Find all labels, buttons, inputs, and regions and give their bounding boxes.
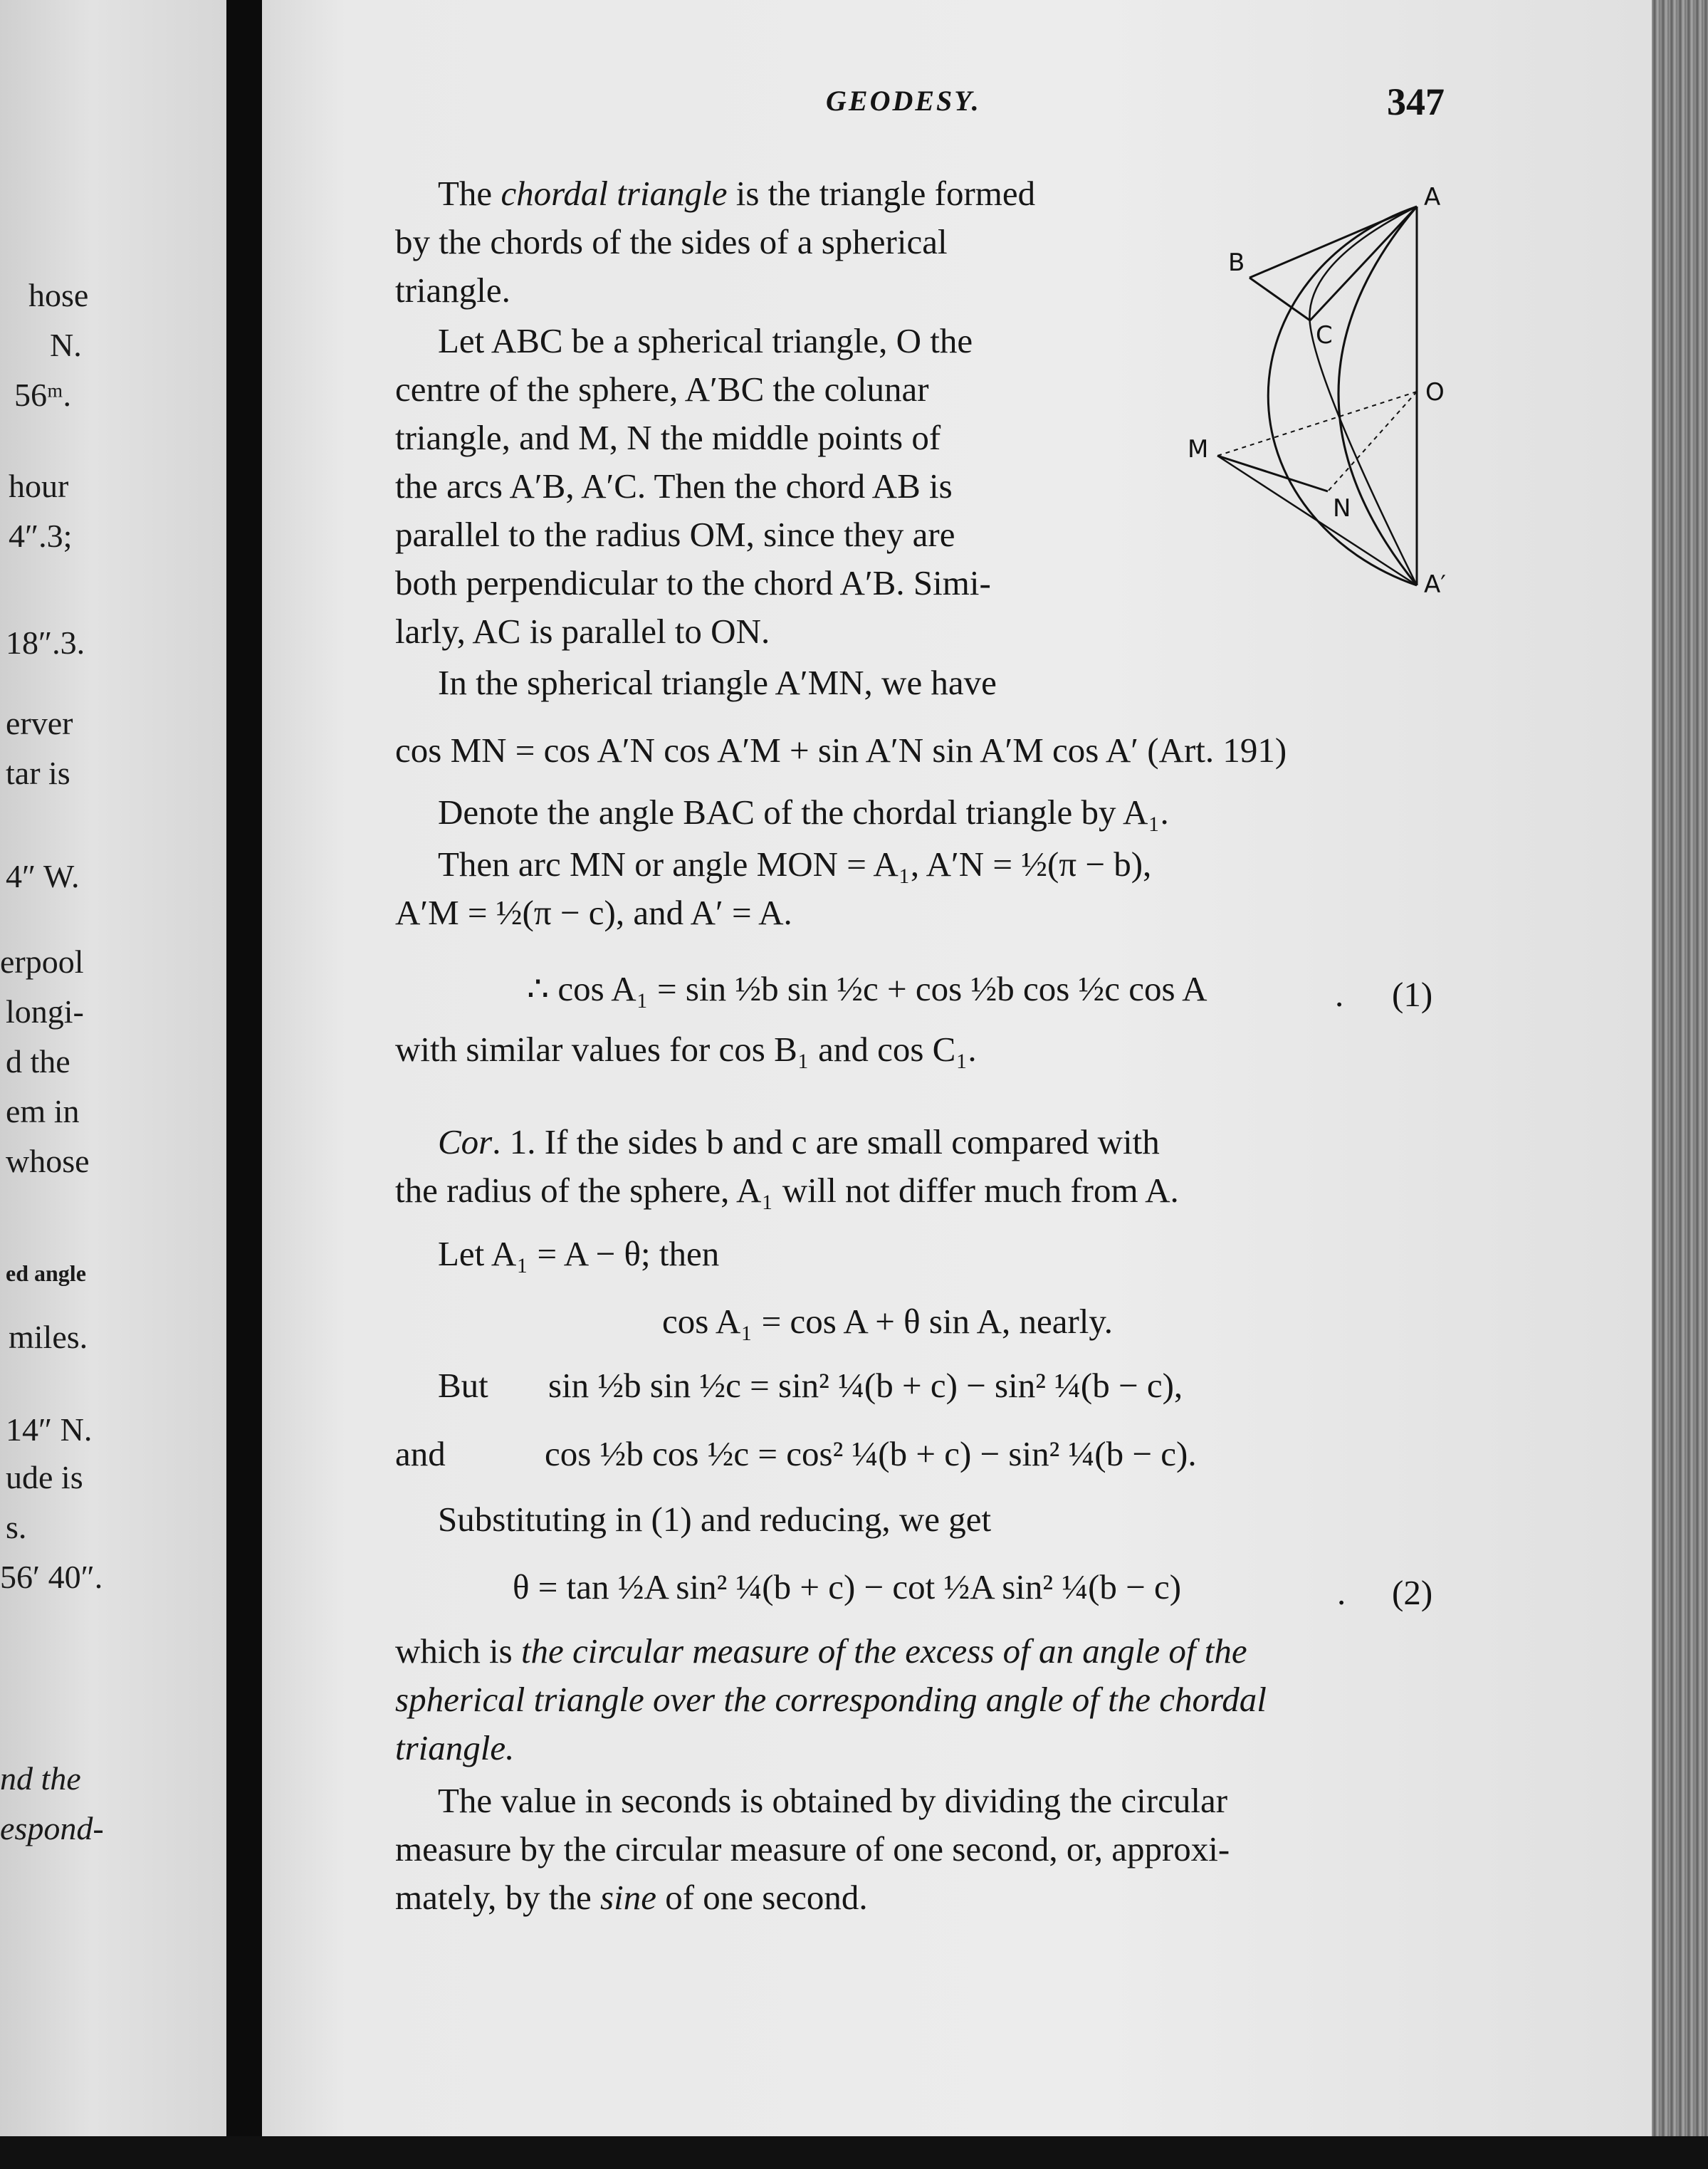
equation-1-dot: . [1335, 975, 1344, 1014]
equation-nearly: cos A₁ = cos A + θ sin A, nearly. [662, 1302, 1113, 1341]
page-number: 347 [1387, 80, 1445, 123]
paragraph-let-a1: Let A₁ = A − θ; then [438, 1234, 720, 1273]
left-fragment: erpool [0, 944, 84, 980]
label-a: A [1424, 183, 1441, 211]
paragraph-chordal-def: The chordal triangle is the triangle formed by the chords of the sides of a spherical triangle. [395, 174, 1036, 310]
paragraph-then-arc-cont: A′M = ½(π − c), and A′ = A. [395, 893, 792, 932]
left-fragment: hose [28, 277, 89, 313]
left-fragment: 56′ 40″. [0, 1559, 103, 1595]
equation-1-number: (1) [1392, 975, 1433, 1014]
radius-om [1217, 392, 1417, 456]
left-fragment: 4″ W. [6, 858, 80, 894]
equation-and: cos ½b cos ½c = cos² ¼(b + c) − sin² ¼(b − c). [545, 1434, 1197, 1473]
left-fragment: espond- [0, 1810, 104, 1846]
corollary-1: Cor. 1. If the sides b and c are small compared with the radius of the sphere, A₁ will not differ much from A. [395, 1122, 1179, 1210]
paragraph-let-abc: Let ABC be a spherical triangle, O the centre of the sphere, A′BC the colunar triangle, and M, N the middle points of the arcs A′B, A′C. Then the chord AB is parallel to the radius OM, since they are both perpendicular to the chord A′B. Simi- larly, AC is parallel to ON. [395, 321, 991, 651]
running-title: GEODESY. [826, 85, 981, 117]
outer-arc [1268, 207, 1417, 585]
scan-bottom-border [0, 2136, 1708, 2169]
label-but: But [438, 1366, 488, 1405]
left-fragment: s. [6, 1509, 27, 1545]
left-fragment: erver [6, 705, 73, 741]
paragraph-similar-values: with similar values for cos B₁ and cos C₁. [395, 1030, 977, 1069]
label-m: M [1188, 435, 1209, 464]
equation-2-dot: . [1337, 1573, 1346, 1612]
equation-2: θ = tan ½A sin² ¼(b + c) − cot ½A sin² ¼(b − c) [513, 1567, 1182, 1606]
chord-mn [1217, 456, 1328, 491]
book-gutter [226, 0, 262, 2169]
page-edge [1652, 0, 1708, 2169]
chord-ab [1249, 207, 1417, 278]
paragraph-which-is: which is the circular measure of the excess of an angle of the spherical triangle over the corresponding angle of the chordal triangle. [395, 1631, 1267, 1767]
label-n: N [1333, 494, 1351, 523]
left-fragment: 18″.3. [6, 624, 85, 661]
diagram-dashed [1217, 392, 1417, 491]
chord-ma [1217, 456, 1417, 585]
diagram-lines [1217, 207, 1417, 585]
left-fragment: longi- [6, 993, 84, 1030]
left-fragment: 56ᵐ. [14, 377, 71, 413]
left-fragment: N. [50, 327, 82, 363]
paragraph-spherical-triangle: In the spherical triangle A′MN, we have [438, 663, 997, 702]
label-a-prime: A′ [1424, 570, 1446, 599]
paragraph-substituting: Substituting in (1) and reducing, we get [438, 1500, 992, 1539]
left-fragment: miles. [9, 1319, 88, 1355]
label-b: B [1228, 249, 1245, 277]
equation-2-number: (2) [1392, 1573, 1433, 1612]
equation-but: sin ½b sin ½c = sin² ¼(b + c) − sin² ¼(b − c), [548, 1366, 1183, 1405]
chordal-triangle-diagram [1182, 178, 1481, 605]
paragraph-value-in-seconds: The value in seconds is obtained by dividing the circular measure by the circular measure of one second, or, approxi- mately, by the sine of one second. [395, 1781, 1230, 1917]
paragraph-then-arc: Then arc MN or angle MON = A₁, A′N = ½(π − b), [438, 845, 1152, 884]
left-fragment: ed angle [6, 1260, 86, 1286]
left-fragment: tar is [6, 755, 70, 791]
paragraph-denote: Denote the angle BAC of the chordal triangle by A₁. [438, 793, 1169, 832]
left-fragment: 14″ N. [6, 1411, 93, 1448]
left-fragment: 4″.3; [9, 518, 73, 554]
chord-bc [1249, 278, 1310, 320]
equation-1: ∴ cos A₁ = sin ½b sin ½c + cos ½b cos ½c cos A [527, 969, 1207, 1008]
equation-cos-mn: cos MN = cos A′N cos A′M + sin A′N sin A′M cos A′ (Art. 191) [395, 731, 1287, 770]
left-fragment: whose [6, 1143, 90, 1179]
left-fragment: hour [9, 468, 69, 504]
left-fragment: nd the [0, 1760, 81, 1797]
label-and: and [395, 1434, 446, 1473]
left-fragment: d the [6, 1043, 70, 1080]
left-fragment: em in [6, 1093, 80, 1129]
left-fragment: ude is [6, 1459, 83, 1495]
label-c: C [1316, 321, 1333, 350]
label-o: O [1425, 378, 1445, 407]
